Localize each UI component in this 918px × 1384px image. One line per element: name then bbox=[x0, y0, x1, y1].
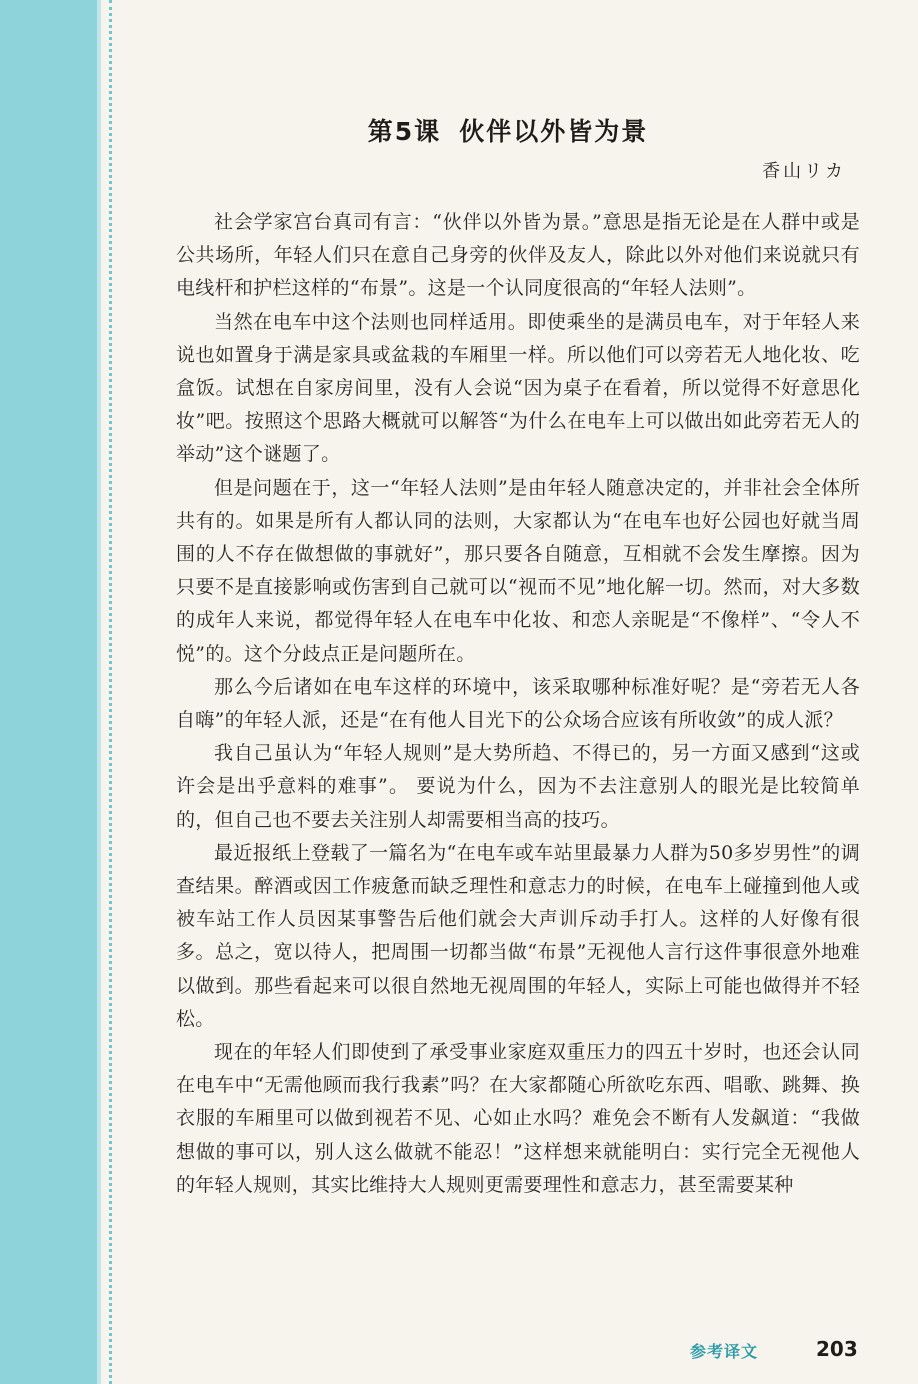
page-number: 203 bbox=[816, 1337, 858, 1361]
paragraph: 现在的年轻人们即使到了承受事业家庭双重压力的四五十岁时，也还会认同在电车中“无需他顾而我行我素”吗？在大家都随心所欲吃东西、唱歌、跳舞、换衣服的车厢里可以做到视若不见、心如止水吗？难免会不断有人发飙道：“我做想做的事可以，别人这么做就不能忍！”这样想来就能明白：实行完全无视他人的年轻人规则，其实比维持大人规则更需要理性和意志力，甚至需要某种 bbox=[176, 1041, 860, 1196]
book-page bbox=[128, 0, 888, 1384]
footer-section-label: 参考译文 bbox=[690, 1342, 759, 1361]
paragraph: 最近报纸上登载了一篇名为“在电车或车站里最暴力人群为50多岁男性”的调查结果。醉酒或因工作疲惫而缺乏理性和意志力的时候，在电车上碰撞到他人或被车站工作人员因某事警告后他们就会大声训斥动手打人。这样的人好像有很多。总之，宽以待人，把周围一切都当做“布景”无视他人言行这件事很意外地难以做到。那些看起来可以很自然地无视周围的年轻人，实际上可能也做得并不轻松。 bbox=[176, 841, 860, 1030]
dotted-margin-line bbox=[109, 0, 112, 1384]
lesson-number: 第5课 bbox=[367, 117, 442, 146]
paragraph: 当然在电车中这个法则也同样适用。即使乘坐的是满员电车，对于年轻人来说也如置身于满是家具或盆栽的车厢里一样。所以他们可以旁若无人地化妆、吃盒饭。试想在自家房间里，没有人会说“因为桌子在看着，所以觉得不好意思化妆”吧。按照这个思路大概就可以解答“为什么在电车上可以做出如此旁若无人的举动”这个谜题了。 bbox=[176, 310, 860, 466]
lesson-title bbox=[128, 112, 888, 148]
side-strip-edge bbox=[97, 0, 101, 1384]
side-color-strip bbox=[0, 0, 97, 1384]
lesson-title-text: 伙伴以外皆为景 bbox=[459, 117, 649, 146]
author-name: 香山リカ bbox=[762, 161, 846, 182]
paragraph: 我自己虽认为“年轻人规则”是大势所趋、不得已的，另一方面又感到“这或许会是出乎意料的难事”。 要说为什么，因为不去注意别人的眼光是比较简单的，但自己也不要去关注别人却需要相当高的技巧。 bbox=[176, 742, 860, 831]
paragraph: 那么今后诸如在电车这样的环境中，该采取哪种标准好呢？是“旁若无人各自嗨”的年轻人派，还是“在有他人目光下的公众场合应该有所收敛”的成人派？ bbox=[176, 675, 860, 732]
paragraph: 但是问题在于，这一“年轻人法则”是由年轻人随意决定的，并非社会全体所共有的。如果是所有人都认同的法则，大家都认为“在电车也好公园也好就当周围的人不存在做想做的事就好”，那只要各自随意，互相就不会发生摩擦。因为只要不是直接影响或伤害到自己就可以“视而不见”地化解一切。然而，对大多数的成年人来说，都觉得年轻人在电车中化妆、和恋人亲昵是“不像样”、“令人不悦”的。这个分歧点正是问题所在。 bbox=[176, 476, 860, 665]
article-body bbox=[176, 206, 860, 1202]
paragraph: 社会学家宫台真司有言：“伙伴以外皆为景。”意思是指无论是在人群中或是公共场所，年轻人们只在意自己身旁的伙伴及友人，除此以外对他们来说就只有电线杆和护栏这样的“布景”。这是一个认同度很高的“年轻人法则”。 bbox=[176, 211, 860, 300]
